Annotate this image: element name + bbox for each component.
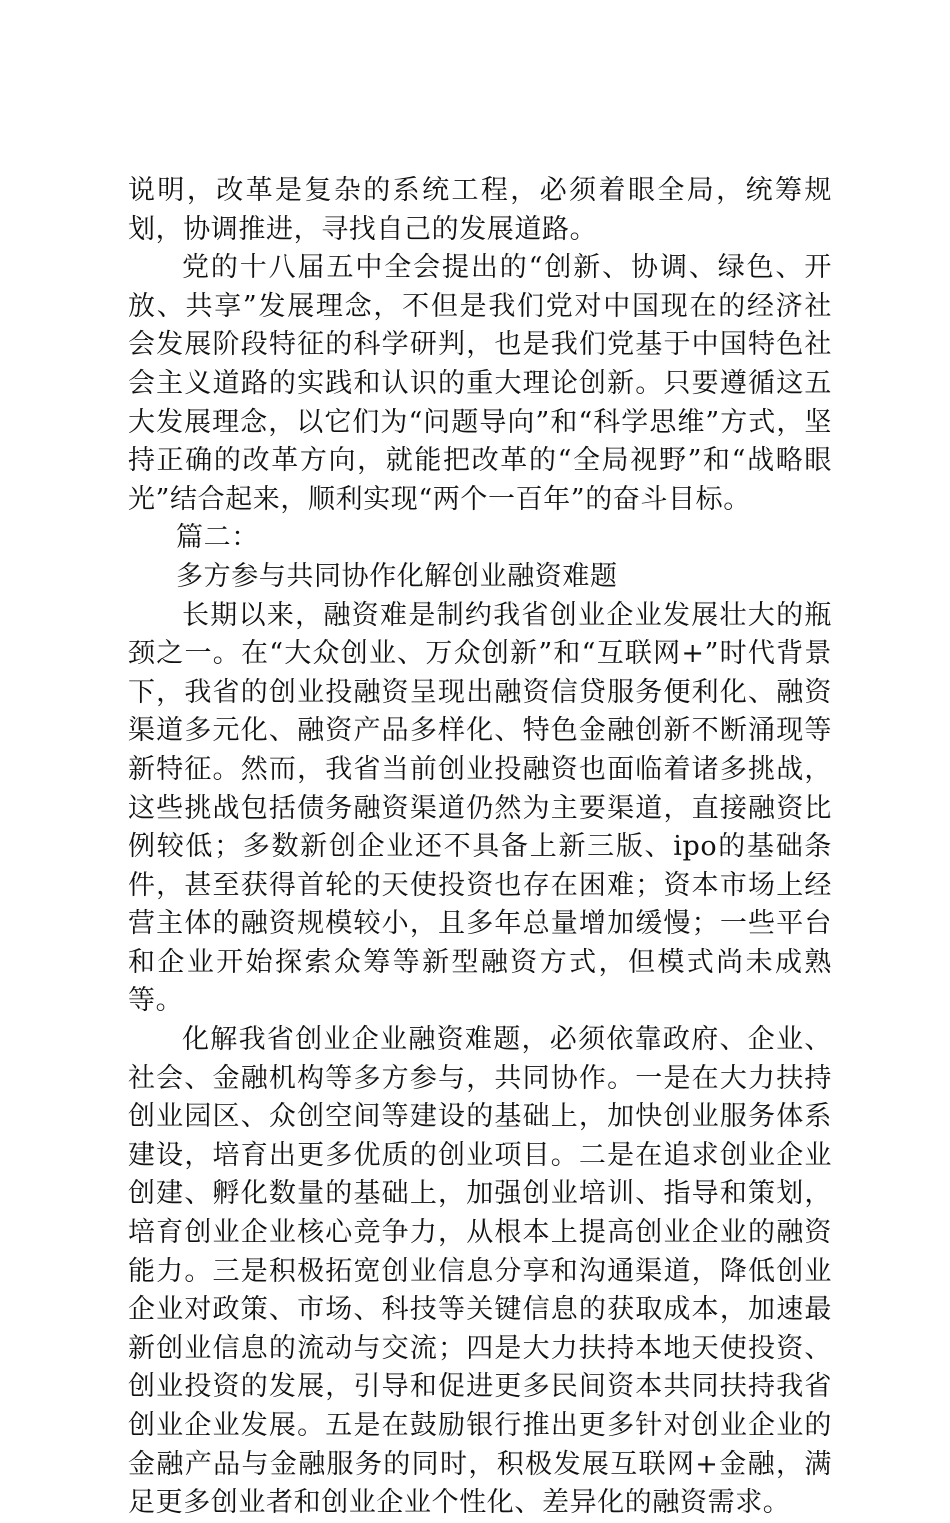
article-title: 多方参与共同协作化解创业融资难题 bbox=[176, 560, 618, 592]
paragraph-financing-challenges: 长期以来，融资难是制约我省创业企业发展壮大的瓶颈之一。在“大众创业、万众创新”和“互联网+”时代背景下，我省的创业投融资呈现出融资信贷服务便利化、融资渠道多元化、融资产品多样化、特色金融创新不断涌现等新特征。然而，我省当前创业投融资也面临着诸多挑战，这些挑战包括债务融资渠道仍然为主要渠道，直接融资比例较低；多数新创企业还不具备上新三版、ipo的基础条件，甚至获得首轮的天使投资也存在困难；资本市场上经营主体的融资规模较小，且多年总量增加缓慢；一些平台和企业开始探索众筹等新型融资方式，但模式尚未成熟等。 bbox=[128, 599, 832, 1017]
document-body bbox=[128, 172, 832, 1523]
paragraph-financing-solutions: 化解我省创业企业融资难题，必须依靠政府、企业、社会、金融机构等多方参与，共同协作。一是在大力扶持创业园区、众创空间等建设的基础上，加快创业服务体系建设，培育出更多优质的创业项目。二是在追求创业企业创建、孵化数量的基础上，加强创业培训、指导和策划，培育创业企业核心竞争力，从根本上提高创业企业的融资能力。三是积极拓宽创业信息分享和沟通渠道，降低创业企业对政策、市场、科技等关键信息的获取成本，加速最新创业信息的流动与交流；四是大力扶持本地天使投资、创业投资的发展，引导和促进更多民间资本共同扶持我省创业企业发展。五是在鼓励银行推出更多针对创业企业的金融产品与金融服务的同时，积极发展互联网+金融，满足更多创业者和创业企业个性化、差异化的融资需求。 bbox=[128, 1024, 832, 1519]
section-label: 篇二： bbox=[176, 522, 259, 554]
paragraph-continuation: 说明，改革是复杂的系统工程，必须着眼全局，统筹规划，协调推进，寻找自己的发展道路。 bbox=[128, 175, 832, 245]
paragraph-development-concepts: 党的十八届五中全会提出的“创新、协调、绿色、开放、共享”发展理念，不但是我们党对中国现在的经济社会发展阶段特征的科学研判，也是我们党基于中国特色社会主义道路的实践和认识的重大理论创新。只要遵循这五大发展理念，以它们为“问题导向”和“科学思维”方式，坚持正确的改革方向，就能把改革的“全局视野”和“战略眼光”结合起来，顺利实现“两个一百年”的奋斗目标。 bbox=[128, 252, 832, 515]
